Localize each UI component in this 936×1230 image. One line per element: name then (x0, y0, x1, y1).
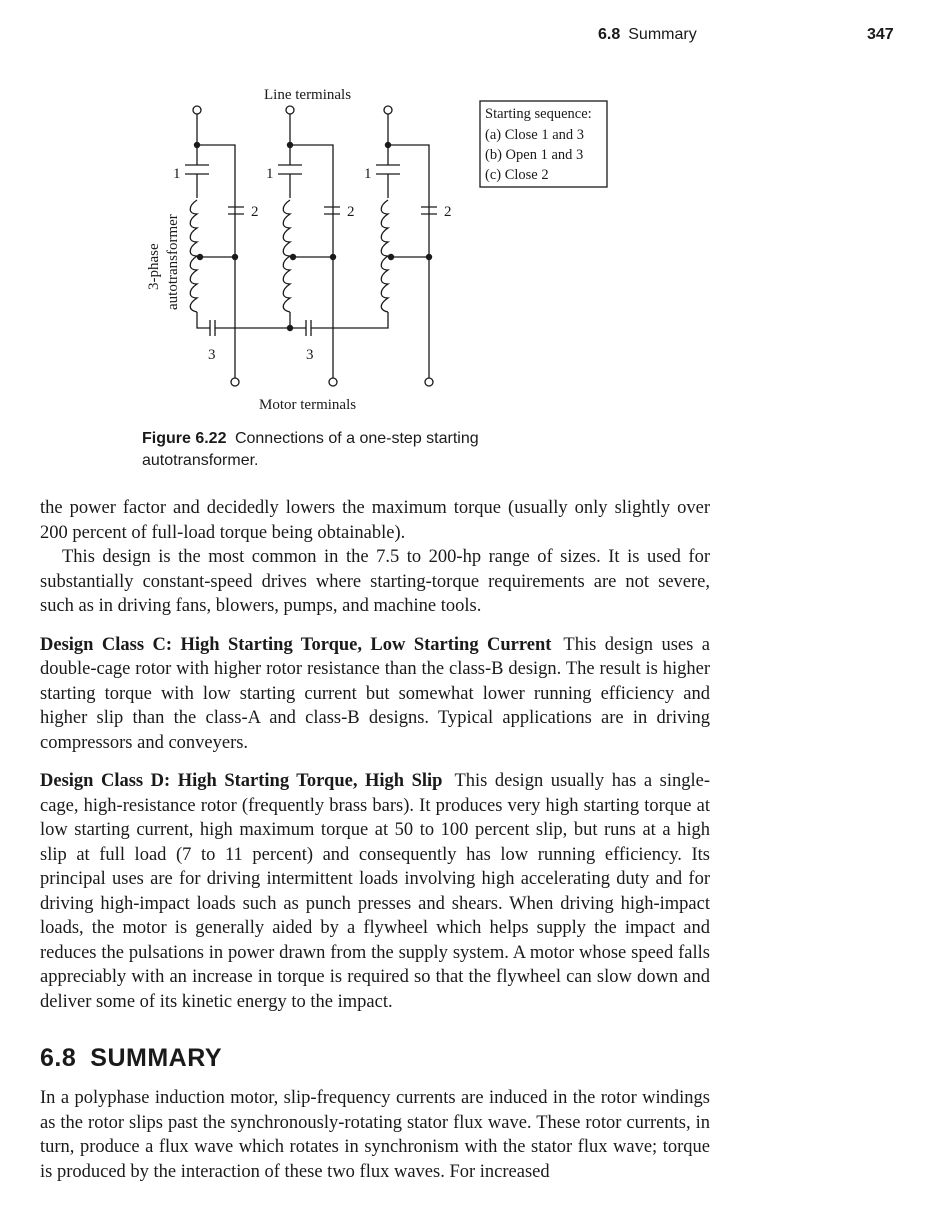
page-number: 347 (867, 26, 894, 43)
running-head-section-title: Summary (628, 26, 697, 43)
class-c-heading: Design Class C: High Starting Torque, Low Starting Current (40, 634, 552, 655)
phase-a-circuit (185, 106, 290, 386)
sequence-step-b: (b) Open 1 and 3 (485, 147, 584, 163)
class-d-text: This design usually has a single-cage, high-resistance rotor (frequently brass bars). It produces very high starting torque at low starting current, high maximum torque at 50 to 100 percent slip, but runs at a high slip at full load (7 to 11 percent) and consequently has low running efficiency. Its principal uses are for driving intermittent loads involving high accelerating duty and for driving high-impact loads such as punch presses and shears. When driving high-impact loads, the motor is generally aided by a flywheel which helps supply the impact and reduces the pulsations in power drawn from the supply system. A motor whose speed falls appreciably with an increase in torque is required so that the flywheel can slow down and deliver some of its kinetic energy to the impact. (40, 771, 710, 1012)
running-head-section (598, 26, 697, 44)
phase-c-circuit (376, 106, 437, 386)
figure-caption-text: Connections of a one-step starting autotransformer. (142, 430, 479, 469)
autotransformer-starter-diagram (130, 80, 620, 420)
section-number: 6.8 (40, 1044, 77, 1072)
paragraph-class-b-usage: This design is the most common in the 7.5 to 200-hp range of sizes. It is used for substantially constant-speed drives where starting-torque requirements are not severe, such as in driving fans, blowers, pumps, and machine tools. (40, 547, 710, 616)
figure-caption (142, 428, 562, 472)
line-terminals-label: Line terminals (264, 87, 352, 103)
figure-caption-label: Figure 6.22 (142, 430, 227, 447)
body-text (40, 496, 710, 1014)
motor-terminals-label: Motor terminals (259, 397, 357, 413)
summary-paragraph: In a polyphase induction motor, slip-frequency currents are induced in the rotor windings as the rotor slips past the synchronously-rotating stator flux wave. These rotor currents, in turn, produce a flux wave which rotates in synchronism with the stator flux wave; torque is produced by the interaction of these two flux waves. For increased (40, 1088, 710, 1182)
class-c-text: This design uses a double-cage rotor with higher rotor resistance than the class-B design. The result is higher starting torque with low starting current but somewhat lower running efficiency and higher slip than the class-A and class-B designs. Typical applications are in driving compressors and conveyers. (40, 634, 710, 753)
switch-label-1c: 1 (364, 166, 372, 182)
switch-label-1a: 1 (173, 166, 181, 182)
section-title: SUMMARY (90, 1044, 223, 1072)
sequence-step-a: (a) Close 1 and 3 (485, 127, 585, 143)
switch-label-2b: 2 (347, 204, 355, 220)
phase-b-circuit (278, 106, 388, 386)
sequence-step-c: (c) Close 2 (485, 167, 549, 183)
junction-dots (194, 142, 432, 331)
switch-label-3b: 3 (306, 347, 314, 363)
sequence-title: Starting sequence: (485, 106, 592, 122)
running-head (0, 26, 936, 50)
paragraph-class-d (40, 769, 710, 1014)
autotransformer-label-line1: 3-phase (146, 243, 162, 290)
switch-label-3a: 3 (208, 347, 216, 363)
switch-label-1b: 1 (266, 166, 274, 182)
paragraph-class-c (40, 633, 710, 756)
summary-text (40, 1086, 710, 1184)
autotransformer-label-line2: autotransformer (165, 214, 181, 310)
class-d-heading: Design Class D: High Starting Torque, High Slip (40, 771, 443, 791)
paragraph-continuation: the power factor and decidedly lowers the maximum torque (usually only slightly over 200 percent of full-load torque being obtainable). (40, 498, 710, 543)
running-head-section-number: 6.8 (598, 26, 621, 43)
switch-label-2c: 2 (444, 204, 452, 220)
switch-label-2a: 2 (251, 204, 259, 220)
section-heading (40, 1044, 222, 1073)
